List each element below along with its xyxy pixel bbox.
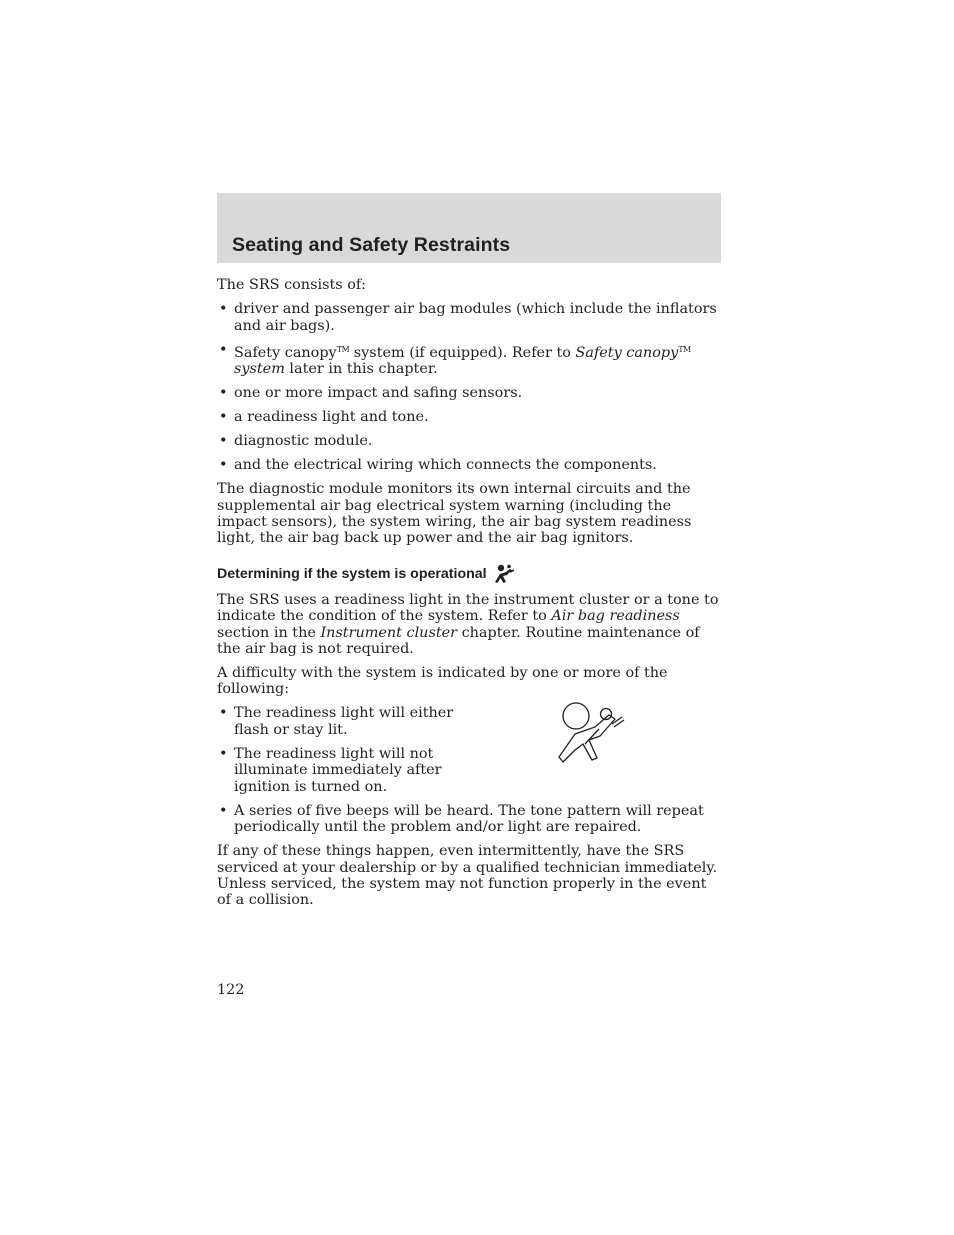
chapter-title: Seating and Safety Restraints [232,234,511,256]
closing-paragraph: If any of these things happen, even intermittently, have the SRS serviced at your dealership or by a qualified technician immediately. Unless serviced, the system may not function properly in the event of a collision. [217,843,718,909]
chapter-header [217,193,721,263]
cross-reference: Air bag readiness [551,608,680,625]
difficulty-section [217,705,721,802]
difficulty-intro: A difficulty with the system is indicated by one or more of the following: [217,665,668,698]
list-item: • The readiness light will not illuminate immediately after ignition is turned on. [217,746,457,795]
text: Safety canopy [234,344,337,361]
text: system (if equipped). Refer to [349,344,576,361]
page-number: 122 [217,982,245,998]
cross-reference: Instrument cluster [320,624,458,641]
airbag-warning-light-icon [557,702,629,764]
text: The SRS uses a readiness light in the instrument cluster or a tone to indicate the condition of the system. Refer to [217,591,719,625]
list-item: • and the electrical wiring which connects the components. [217,457,721,473]
list-item: • The readiness light will either flash or stay lit. [217,705,457,738]
trademark: TM [336,344,350,354]
list-item: • a readiness light and tone. [217,409,721,425]
text: later in this chapter. [284,361,438,378]
list-item: • one or more impact and safing sensors. [217,385,721,401]
cross-reference: system [234,361,285,378]
subheading-text: Determining if the system is operational [217,565,487,582]
section-subheading [217,563,721,585]
list-item: • A series of five beeps will be heard. The tone pattern will repeat periodically until the problem and/or light are repaired. [217,803,721,836]
cross-reference: Safety canopy [575,344,679,361]
airbag-person-icon [492,563,516,585]
srs-components-list [217,301,721,473]
trademark: TM [678,344,691,354]
readiness-paragraph [217,592,721,658]
difficulty-list-continued [217,803,721,836]
list-item: • driver and passenger air bag modules (which include the inflators and air bags). [217,301,721,334]
list-item: • diagnostic module. [217,433,721,449]
page-content [217,277,721,916]
monitor-paragraph: The diagnostic module monitors its own internal circuits and the supplemental air bag electrical system warning (including the impact sensors), the system wiring, the air bag system readiness light, the air bag back up power and the air bag ignitors. [217,481,692,547]
srs-intro: The SRS consists of: [217,277,367,293]
list-item [217,342,721,378]
text: section in the [217,624,321,641]
difficulty-list [217,705,457,802]
text: chapter. Routine maintenance of the air bag is not required. [217,624,700,658]
